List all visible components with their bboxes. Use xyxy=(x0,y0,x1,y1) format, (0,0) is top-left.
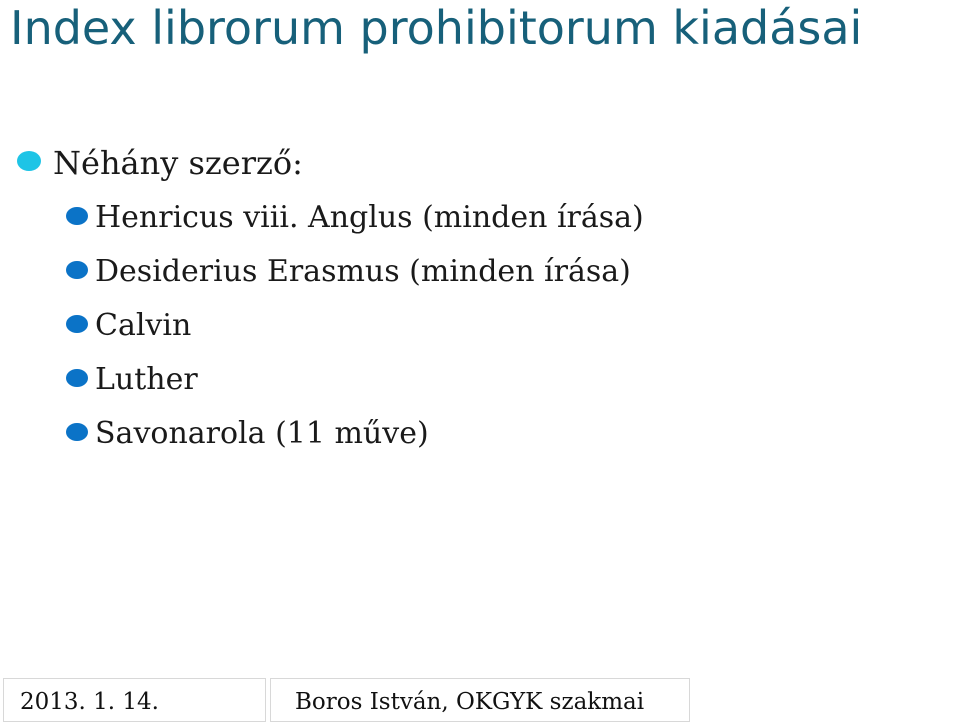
sub-bullet-text: Desiderius Erasmus (minden írása) xyxy=(95,254,631,289)
sub-bullet-dot-icon xyxy=(66,369,88,387)
sub-bullet-dot-icon xyxy=(66,261,88,279)
bullet-list xyxy=(0,138,960,465)
sub-bullet-item xyxy=(0,411,960,465)
footer-author-box xyxy=(270,678,690,722)
sub-bullet-text: Savonarola (11 műve) xyxy=(95,416,429,451)
sub-bullet-text: Luther xyxy=(95,362,198,397)
sub-bullet-dot-icon xyxy=(66,423,88,441)
footer-author: Boros István, OKGYK szakmai xyxy=(295,689,645,715)
bullet-item-authors xyxy=(0,138,960,188)
bullet-dot-icon xyxy=(17,151,41,171)
slide-title: Index librorum prohibitorum kiadásai xyxy=(10,1,863,55)
sub-bullet-dot-icon xyxy=(66,315,88,333)
bullet-label: Néhány szerző: xyxy=(53,144,303,182)
sub-bullet-list xyxy=(0,195,960,465)
footer-date-box xyxy=(3,678,266,722)
sub-bullet-item xyxy=(0,249,960,303)
sub-bullet-text: Calvin xyxy=(95,308,192,343)
footer-date: 2013. 1. 14. xyxy=(20,689,159,715)
sub-bullet-item xyxy=(0,357,960,411)
sub-bullet-item xyxy=(0,195,960,249)
sub-bullet-dot-icon xyxy=(66,207,88,225)
sub-bullet-item xyxy=(0,303,960,357)
sub-bullet-text: Henricus viii. Anglus (minden írása) xyxy=(95,200,644,235)
